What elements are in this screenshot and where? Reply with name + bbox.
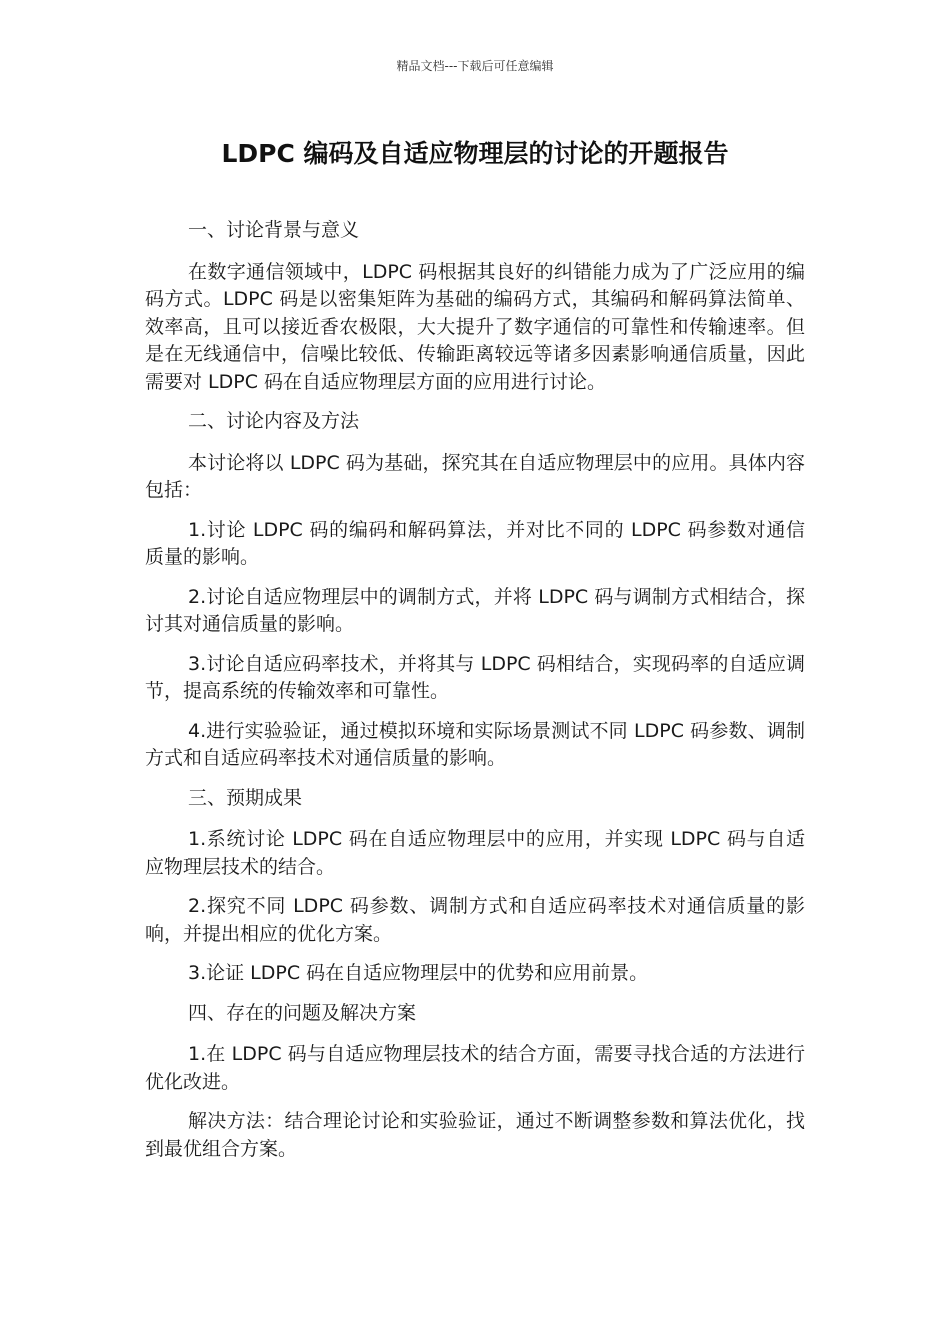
document-title: LDPC 编码及自适应物理层的讨论的开题报告: [221, 139, 729, 168]
list-item-content-2: 2.讨论自适应物理层中的调制方式，并将 LDPC 码与调制方式相结合，探讨其对通信质量的影响。: [145, 585, 805, 635]
list-item-content-4: 4.进行实验验证，通过模拟环境和实际场景测试不同 LDPC 码参数、调制方式和自适应码率技术对通信质量的影响。: [145, 719, 805, 769]
section-heading-background: 一、讨论背景与意义: [188, 219, 360, 241]
list-item-result-3: 3.论证 LDPC 码在自适应物理层中的优势和应用前景。: [188, 962, 649, 984]
page-header: 精品文档---下载后可任意编辑: [396, 59, 554, 73]
list-item-result-2: 2.探究不同 LDPC 码参数、调制方式和自适应码率技术对通信质量的影响，并提出相应的优化方案。: [145, 895, 805, 945]
section-heading-expected-results: 三、预期成果: [188, 786, 303, 809]
list-item-problem-1: 1.在 LDPC 码与自适应物理层技术的结合方面，需要寻找合适的方法进行优化改进。: [145, 1043, 805, 1093]
section-heading-problems-solutions: 四、存在的问题及解决方案: [188, 1001, 417, 1024]
document-body: [145, 217, 805, 1175]
paragraph-content-intro: 本讨论将以 LDPC 码为基础，探究其在自适应物理层中的应用。具体内容包括：: [145, 451, 805, 501]
list-item-content-1: 1.讨论 LDPC 码的编码和解码算法，并对比不同的 LDPC 码参数对通信质量的影响。: [145, 518, 805, 568]
paragraph-solution: 解决方法：结合理论讨论和实验验证，通过不断调整参数和算法优化，找到最优组合方案。: [145, 1110, 805, 1160]
list-item-result-1: 1.系统讨论 LDPC 码在自适应物理层中的应用，并实现 LDPC 码与自适应物理层技术的结合。: [145, 828, 805, 878]
list-item-content-3: 3.讨论自适应码率技术，并将其与 LDPC 码相结合，实现码率的自适应调节，提高系统的传输效率和可靠性。: [145, 652, 805, 702]
section-heading-content-methods: 二、讨论内容及方法: [188, 410, 360, 432]
paragraph-background: 在数字通信领域中，LDPC 码根据其良好的纠错能力成为了广泛应用的编码方式。LDPC 码是以密集矩阵为基础的编码方式，其编码和解码算法简单、效率高，且可以接近香农极限，大大提升了数字通信的可靠性和传输速率。但是在无线通信中，信噪比较低、传输距离较远等诸多因素影响通信质量，因此需要对 LDPC 码在自适应物理层方面的应用进行讨论。: [145, 260, 805, 393]
